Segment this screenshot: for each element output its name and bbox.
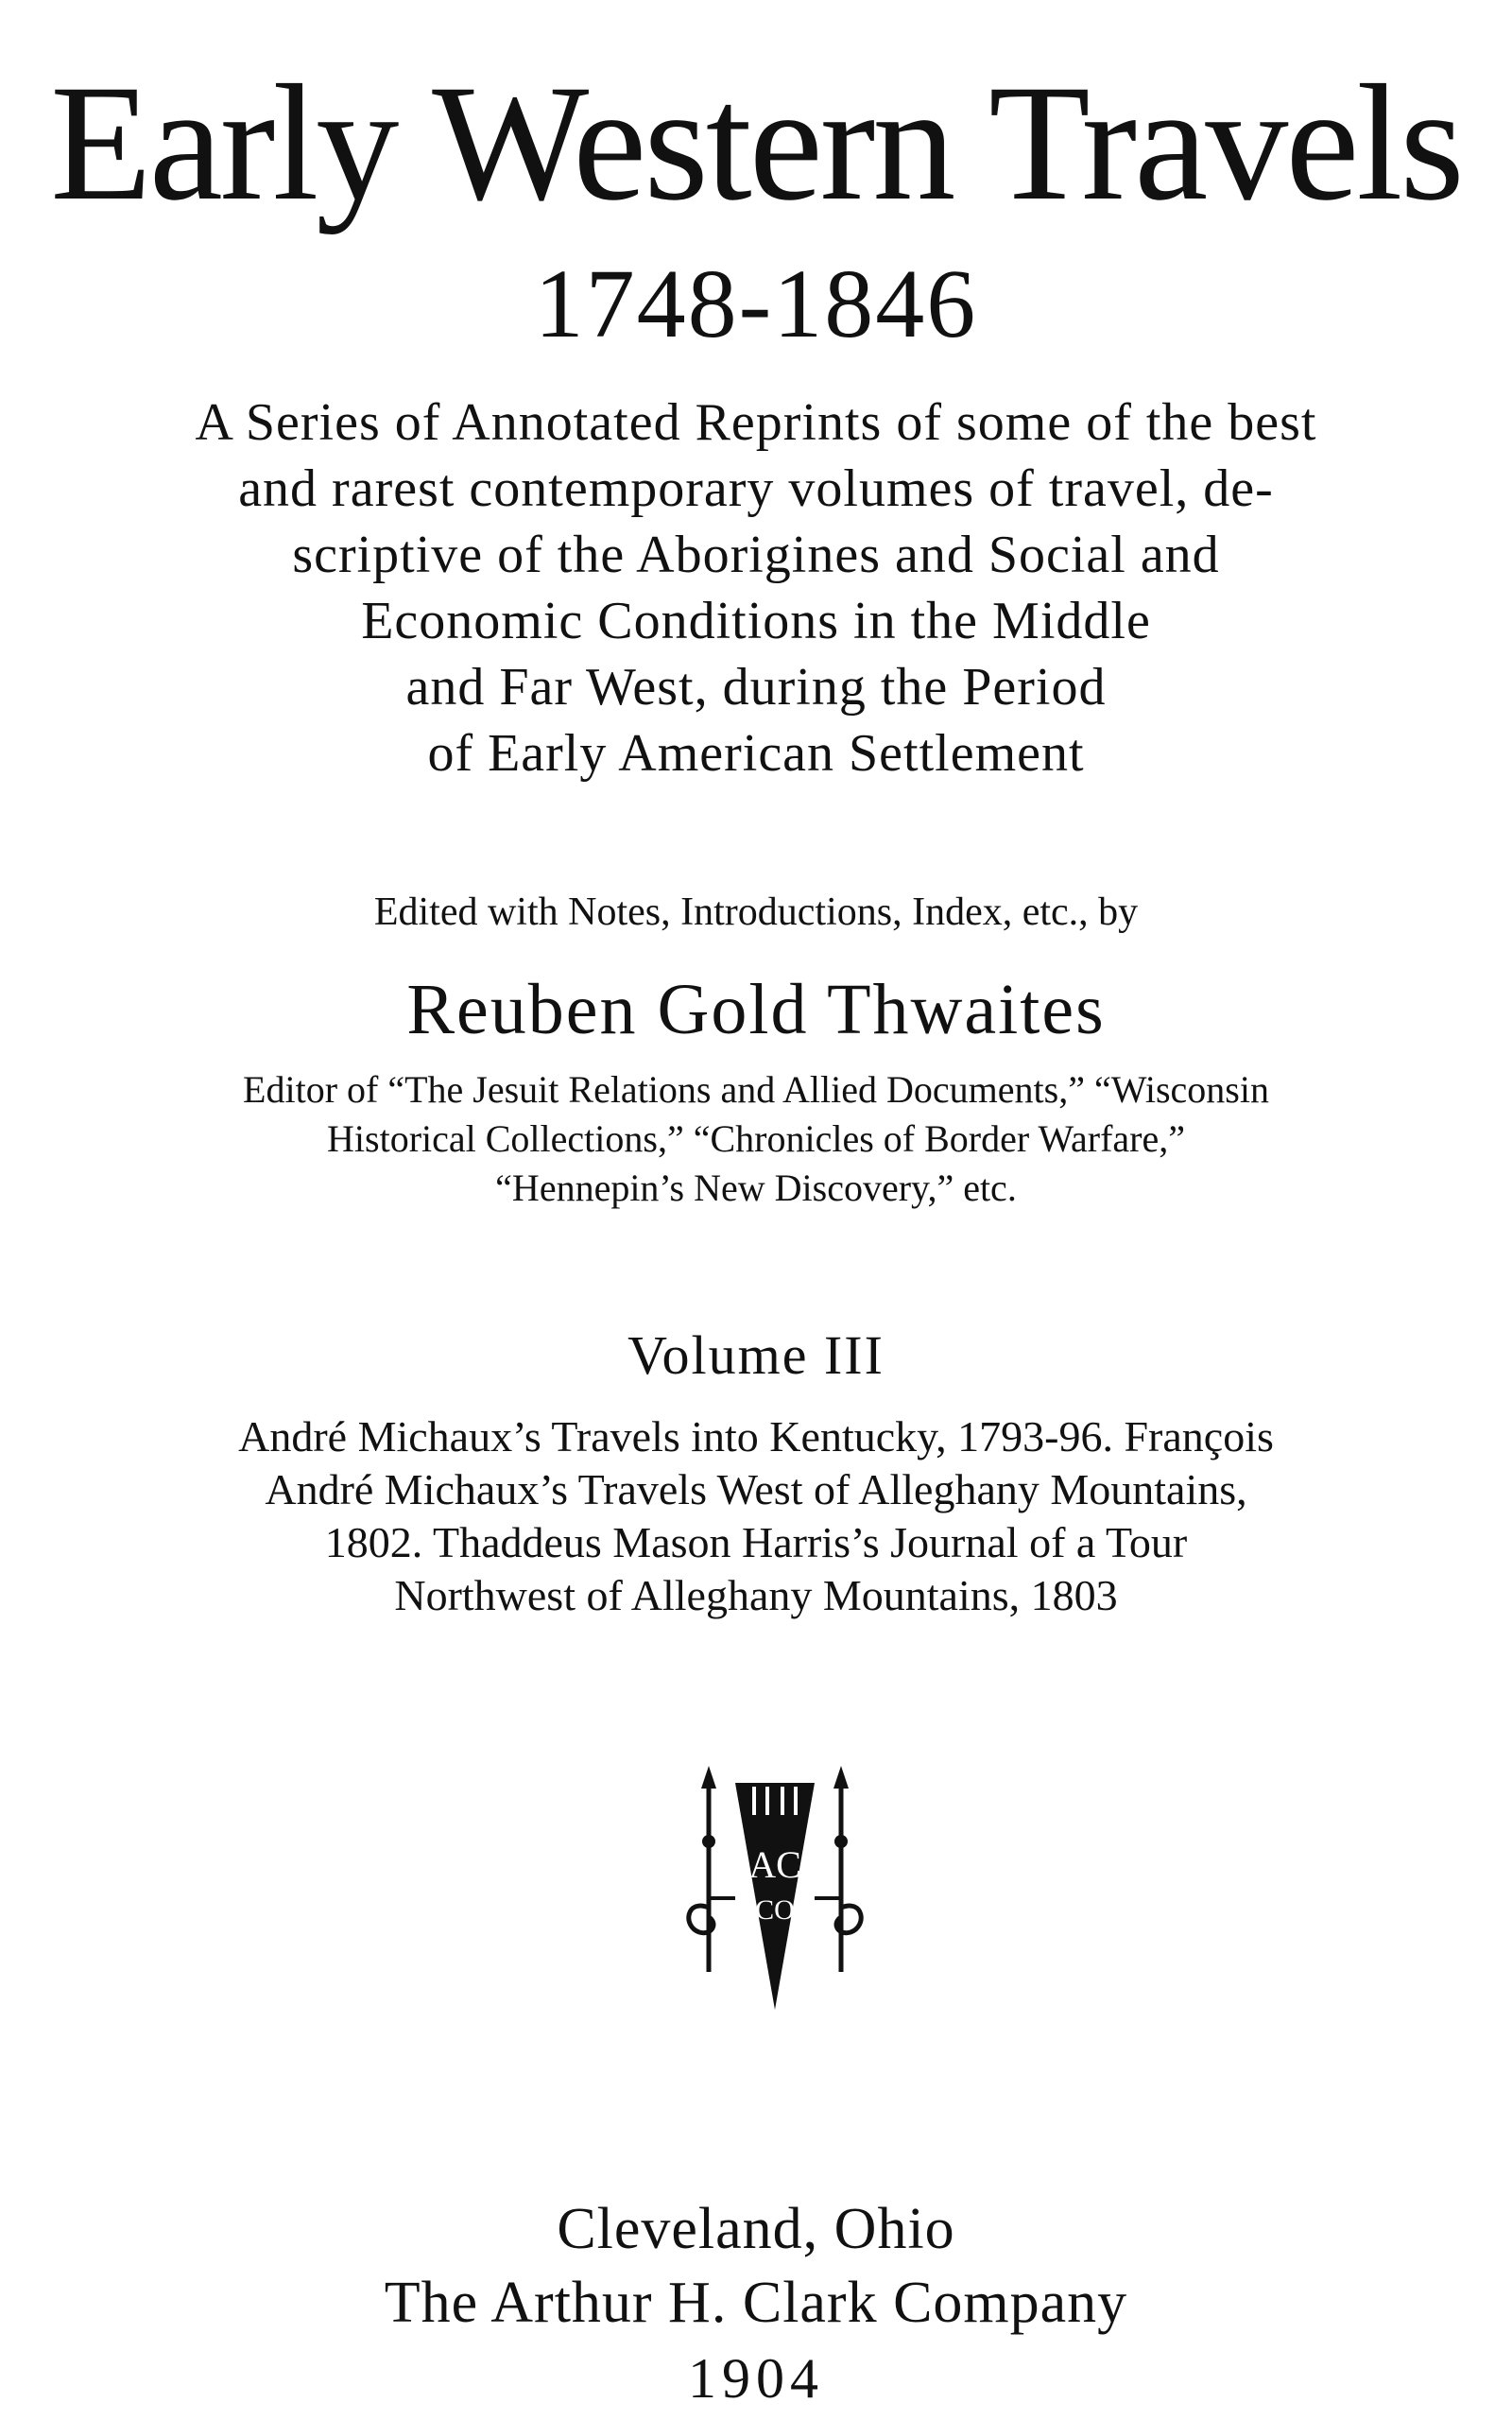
contents-line: 1802. Thaddeus Mason Harris’s Journal of a Tour: [324, 1518, 1188, 1566]
imprint-year: 1904: [688, 2347, 824, 2410]
editor-credit-line: “Hennepin’s New Discovery,” etc.: [495, 1167, 1017, 1209]
subtitle-line: A Series of Annotated Reprints of some of the best: [195, 393, 1317, 452]
subtitle-line: of Early American Settlement: [427, 724, 1085, 783]
editor-credit-line: Historical Collections,” “Chronicles of Border Warfare,”: [327, 1117, 1185, 1160]
contents-line: Northwest of Alleghany Mountains, 1803: [394, 1571, 1118, 1619]
volume-number: Volume III: [627, 1324, 885, 1386]
subtitle-line: and Far West, during the Period: [405, 658, 1107, 717]
editor-name: Reuben Gold Thwaites: [406, 970, 1106, 1049]
imprint-city: Cleveland, Ohio: [557, 2197, 955, 2261]
editor-credit-line: Editor of “The Jesuit Relations and Allied Documents,” “Wisconsin: [243, 1068, 1269, 1111]
edited-by-line: Edited with Notes, Introductions, Index, etc., by: [373, 890, 1139, 934]
book-title: Early Western Travels: [50, 51, 1462, 235]
subtitle-line: Economic Conditions in the Middle: [361, 592, 1151, 650]
publisher-pennant-monogram-icon: [680, 1766, 869, 2031]
subtitle-line: and rarest contemporary volumes of travel, de-: [238, 459, 1274, 518]
contents-line: André Michaux’s Travels into Kentucky, 1793-96. François: [238, 1412, 1274, 1461]
imprint-publisher: The Arthur H. Clark Company: [384, 2271, 1128, 2335]
contents-line: André Michaux’s Travels West of Alleghany Mountains,: [265, 1465, 1247, 1513]
subtitle-line: scriptive of the Aborigines and Social and: [292, 526, 1220, 584]
monogram-bottom: CO: [755, 1894, 795, 1926]
monogram-top: AC: [748, 1843, 801, 1886]
date-range: 1748-1846: [534, 250, 978, 358]
